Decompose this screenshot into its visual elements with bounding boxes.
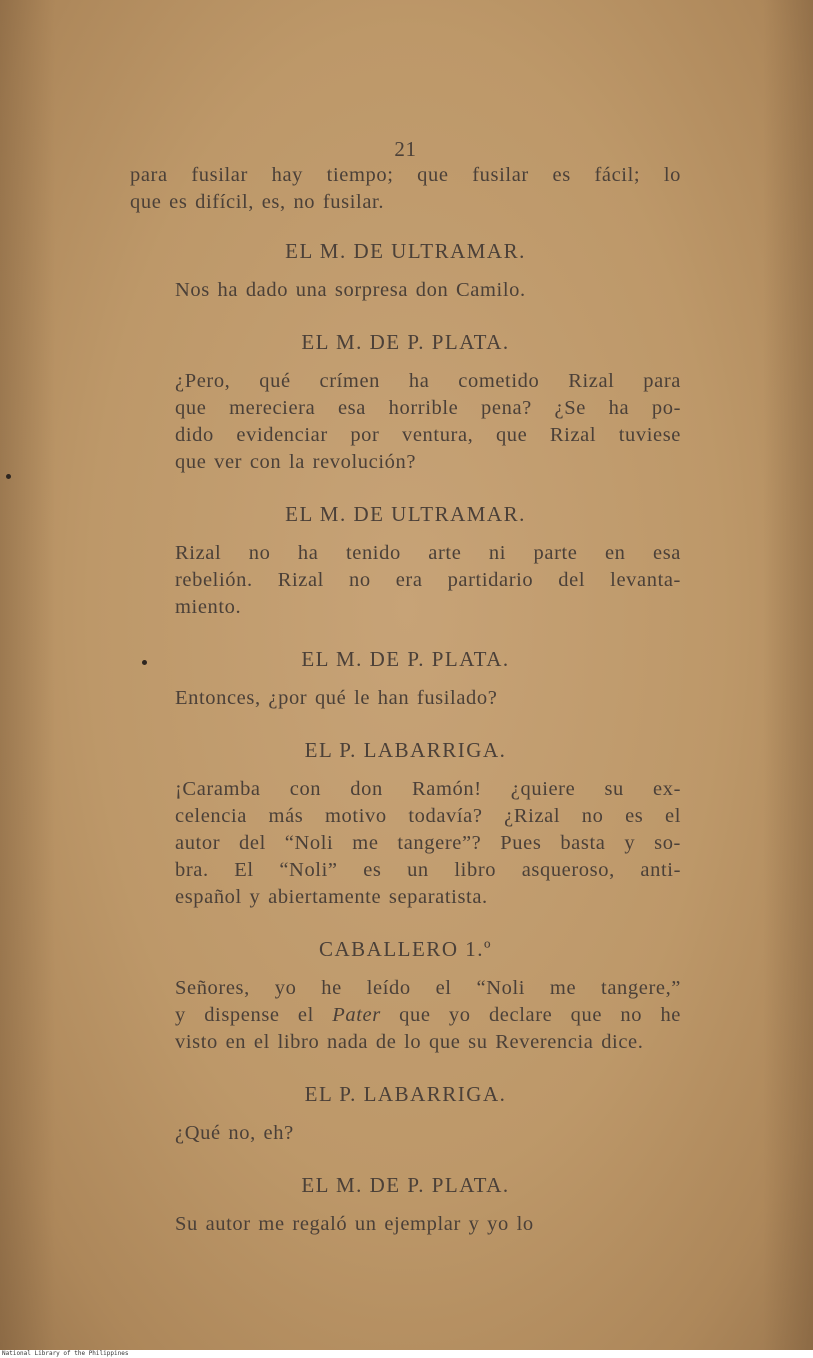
scan-credit: National Library of the Philippines (0, 1350, 813, 1358)
page-number: 21 (394, 137, 417, 161)
text-line: ¿Qué no, eh? (175, 1122, 294, 1144)
text-line: para fusilar hay tiempo; que fusilar es fácil; lo (130, 164, 681, 186)
text-line: que mereciera esa horrible pena? ¿Se ha po- (175, 397, 681, 419)
dialogue-paragraph (130, 776, 681, 911)
text-line: Nos ha dado una sorpresa don Camilo. (175, 279, 526, 301)
text-line: miento. (175, 596, 242, 618)
text-line: ¿Pero, qué crímen ha cometido Rizal para (175, 370, 681, 392)
dialogue-paragraph (130, 162, 681, 216)
text-line: autor del “Noli me tangere”? Pues basta y so- (175, 832, 681, 854)
page-edge-shadow-right (763, 0, 813, 1350)
text-line: que ver con la revolución? (175, 451, 417, 473)
text-line: rebelión. Rizal no era partidario del levanta- (175, 569, 681, 591)
text-line: celencia más motivo todavía? ¿Rizal no es el (175, 805, 681, 827)
dialogue-paragraph (130, 975, 681, 1056)
dialogue-paragraph (130, 277, 681, 304)
dialogue-paragraph (130, 685, 681, 712)
page-text (130, 136, 681, 1238)
page-edge-shadow-left (0, 0, 55, 1350)
dialogue-body (130, 162, 681, 1238)
speaker-heading: EL P. LABARRIGA. (304, 1082, 507, 1106)
text-line: español y abiertamente separatista. (175, 886, 488, 908)
text-line: Entonces, ¿por qué le han fusilado? (175, 687, 498, 709)
dialogue-paragraph (130, 540, 681, 621)
text-line: ¡Caramba con don Ramón! ¿quiere su ex- (175, 778, 681, 800)
text-line: visto en el libro nada de lo que su Reverencia dice. (175, 1031, 644, 1053)
text-line: Señores, yo he leído el “Noli me tangere,” (175, 977, 681, 999)
speaker-heading: CABALLERO 1.º (318, 937, 492, 961)
text-line: Su autor me regaló un ejemplar y yo lo (175, 1213, 534, 1235)
speaker-heading: EL M. DE ULTRAMAR. (285, 239, 526, 263)
speaker-heading: EL P. LABARRIGA. (304, 738, 507, 762)
speaker-heading: EL M. DE P. PLATA. (301, 1173, 510, 1197)
text-line: Rizal no ha tenido arte ni parte en esa (175, 542, 681, 564)
dialogue-paragraph (130, 1120, 681, 1147)
text-line: que es difícil, es, no fusilar. (130, 191, 385, 213)
text-line: dido evidenciar por ventura, que Rizal tuviese (175, 424, 681, 446)
text-line: y dispense el Pater que yo declare que no he (175, 1004, 682, 1026)
speaker-heading: EL M. DE ULTRAMAR. (285, 502, 526, 526)
ink-speck (6, 474, 11, 479)
italic-word: Pater (332, 1004, 381, 1026)
dialogue-paragraph (130, 368, 681, 476)
speaker-heading: EL M. DE P. PLATA. (301, 330, 510, 354)
speaker-heading: EL M. DE P. PLATA. (301, 647, 510, 671)
text-line: bra. El “Noli” es un libro asqueroso, anti- (175, 859, 681, 881)
dialogue-paragraph (130, 1211, 681, 1238)
